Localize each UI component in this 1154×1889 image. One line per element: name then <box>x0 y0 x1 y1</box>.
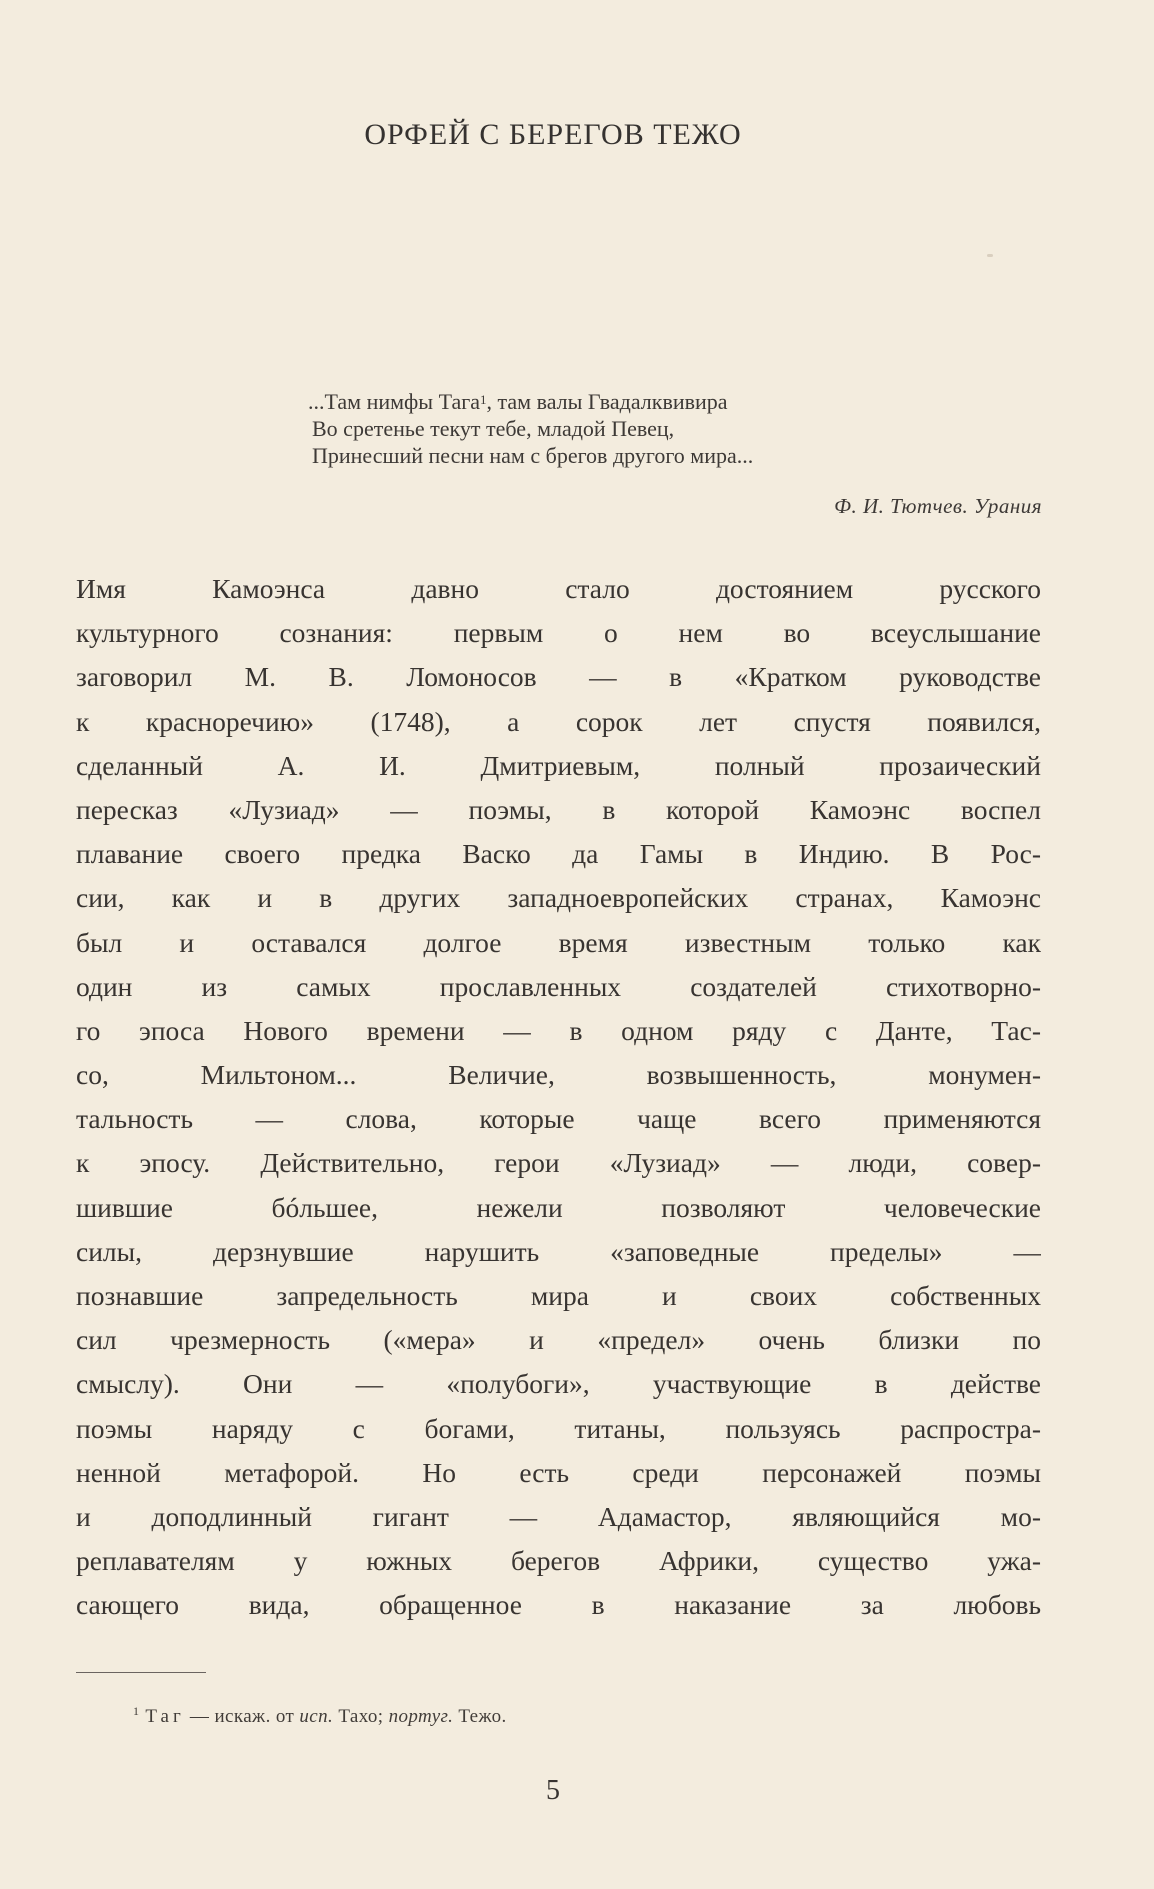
body-line: сии, как и в других западноевропейских странах, Камоэнс <box>76 882 1041 914</box>
body-line: тальность — слова, которые чаще всего применяются <box>76 1103 1041 1135</box>
footnote-marker: 1 <box>133 1704 140 1718</box>
body-line: шившие бóльшее, нежели позволяют человеческие <box>76 1191 1041 1223</box>
footnote: $^1$ Таг — искаж. от исп. Тахо; португ. Тежо. <box>133 1704 507 1727</box>
body-line: плавание своего предка Васко да Гамы в Индию. В Рос- <box>76 838 1041 870</box>
footnote-abbr: португ. <box>388 1706 454 1727</box>
footnote-abbr: исп. <box>299 1706 334 1727</box>
body-line: Имя Камоэнса давно стало достоянием русского <box>76 573 1041 604</box>
body-line: пересказ «Лузиад» — поэмы, в которой Камоэнс воспел <box>76 793 1041 825</box>
epigraph <box>308 388 1043 469</box>
paper-speck <box>987 254 993 257</box>
body-line: го эпоса Нового времени — в одном ряду с Данте, Тас- <box>76 1014 1041 1046</box>
epigraph-line-3: Принесший песни нам с брегов другого мира... <box>312 443 754 468</box>
footnote-term: Таг <box>145 1706 185 1727</box>
chapter-title: ОРФЕЙ С БЕРЕГОВ ТЕЖО <box>364 118 742 151</box>
body-line: сделанный А. И. Дмитриевым, полный прозаический <box>76 749 1041 781</box>
body-line: познавшие запредельность мира и своих собственных <box>76 1280 1041 1311</box>
body-line: к красноречию» (1748), а сорок лет спустя появился, <box>76 705 1041 737</box>
body-line: ненной метафорой. Но есть среди персонажей поэмы <box>76 1456 1041 1488</box>
epigraph-line-2: Во сретенье текут тебе, младой Певец, <box>312 416 675 441</box>
body-line: сающего вида, обращенное в наказание за любовь <box>76 1589 1041 1621</box>
body-line: и доподлинный гигант — Адамастор, являющийся мо- <box>76 1500 1041 1532</box>
body-line: один из самых прославленных создателей стихотворно- <box>76 970 1041 1002</box>
body-line: заговорил М. В. Ломоносов — в «Кратком руководстве <box>76 661 1041 693</box>
body-line: сил чрезмерность («мера» и «предел» очень близки по <box>76 1324 1041 1356</box>
epigraph-attribution: Ф. И. Тютчев. Урания <box>834 494 1042 518</box>
body-line: со, Мильтоном... Величие, возвышенность, монумен- <box>76 1059 1041 1091</box>
body-line: культурного сознания: первым о нем во всеуслышание <box>76 617 1041 649</box>
footnote-reference[interactable]: 1 <box>480 392 487 407</box>
body-line: был и оставался долгое время известным только как <box>76 926 1041 958</box>
body-text <box>76 567 1041 1628</box>
page-number: 5 <box>546 1775 560 1806</box>
body-line: к эпосу. Действительно, герои «Лузиад» — люди, совер- <box>76 1147 1041 1179</box>
body-line: поэмы наряду с богами, титаны, пользуясь распростра- <box>76 1412 1041 1444</box>
body-line: реплавателям у южных берегов Африки, существо ужа- <box>76 1545 1041 1577</box>
footnote-divider <box>76 1672 206 1673</box>
epigraph-line-1: ...Там нимфы Тага$^1$, там валы Гвадалквивира <box>308 389 728 414</box>
body-line: смыслу). Они — «полубоги», участвующие в действе <box>76 1368 1041 1400</box>
body-line: силы, дерзнувшие нарушить «заповедные пределы» — <box>76 1235 1041 1267</box>
